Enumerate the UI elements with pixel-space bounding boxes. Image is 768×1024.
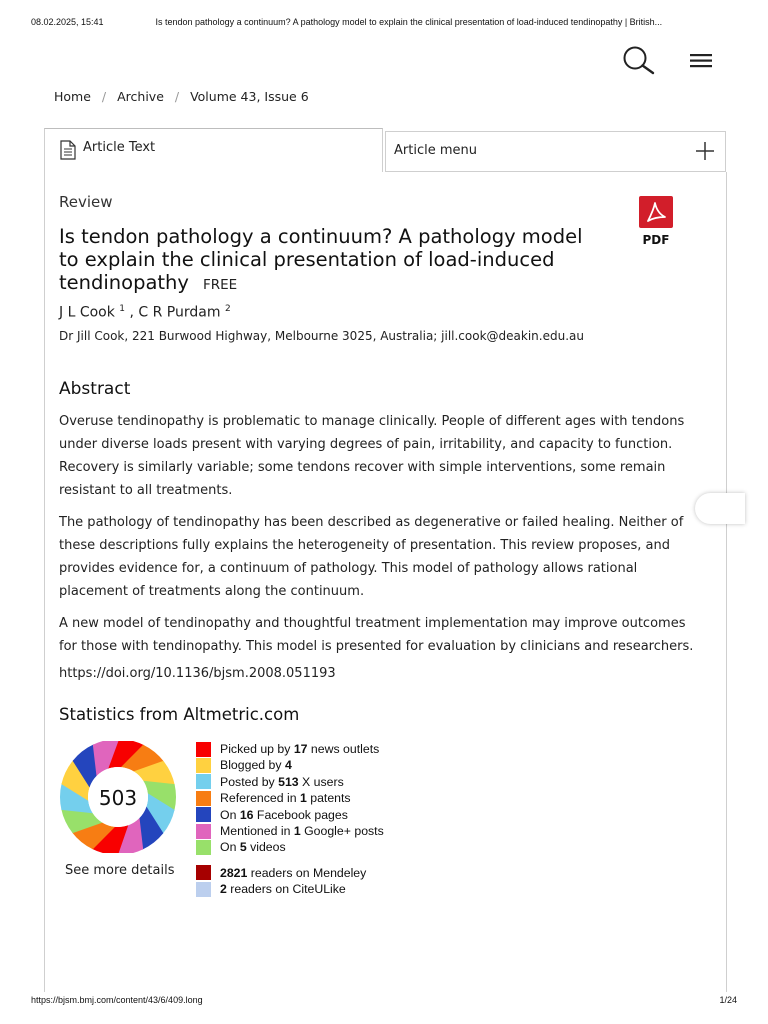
- legend-swatch: [196, 840, 211, 855]
- breadcrumb-issue[interactable]: Volume 43, Issue 6: [190, 89, 309, 104]
- abstract-paragraph: Overuse tendinopathy is problematic to manage clinically. People of different ages with tendons under diverse loads present with varying degrees of pain, irritability, and capacity to function. Recovery is similarly variable; some tendons recover with simple interventions, some remain resistant to all treatments.: [59, 414, 685, 498]
- altmetric-readers: [196, 865, 456, 898]
- legend-text: [220, 757, 292, 773]
- print-page-title: Is tendon pathology a continuum? A pathology model to explain the clinical presentation of load-induced tendinopathy | British...: [155, 17, 663, 27]
- legend-swatch: [196, 758, 211, 773]
- legend-text-suffix: patents: [306, 791, 351, 806]
- legend-count: 513: [278, 774, 299, 789]
- altmetric-reader-row[interactable]: [196, 881, 456, 897]
- breadcrumb-home[interactable]: Home: [54, 89, 91, 104]
- breadcrumb: [54, 89, 309, 104]
- article-title-text: Is tendon pathology a continuum? A pathology model to explain the clinical presentation of load-induced tendinopathy: [59, 225, 583, 294]
- article-title: [59, 225, 604, 297]
- legend-count: 17: [293, 742, 308, 756]
- legend-count: 2821: [220, 865, 248, 880]
- legend-text-prefix: Blogged by: [220, 758, 285, 773]
- abstract-paragraph: The pathology of tendinopathy has been described as degenerative or failed healing. Neither of these descriptions fully explains the heterogeneity of presentation. This review proposes, and provides evidence for, a continuum of pathology. This model of pathology allows rational placement of treatments along the continuum.: [59, 515, 684, 599]
- see-more-details-link[interactable]: See more details: [65, 863, 175, 878]
- legend-swatch: [196, 807, 211, 822]
- legend-count: 1: [293, 823, 301, 838]
- tab-article-text-label: Article Text: [83, 140, 156, 155]
- legend-text: [220, 823, 384, 839]
- legend-text-prefix: Referenced in: [220, 791, 300, 806]
- legend-swatch: [196, 774, 211, 789]
- print-date: 08.02.2025, 15:41: [31, 17, 104, 27]
- legend-text-prefix: On: [220, 840, 240, 855]
- legend-swatch: [196, 865, 211, 880]
- altmetric-donut[interactable]: [59, 741, 177, 853]
- altmetric-heading: Statistics from Altmetric.com: [59, 705, 300, 724]
- print-footer: [31, 995, 737, 1005]
- legend-text-suffix: Google+ posts: [300, 823, 384, 838]
- pdf-download-link[interactable]: [638, 196, 674, 246]
- author-affiliation-ref[interactable]: 1: [119, 304, 126, 314]
- print-page-number: 1/24: [719, 995, 737, 1005]
- altmetric-source-row[interactable]: [196, 823, 456, 839]
- altmetric-source-row[interactable]: [196, 790, 456, 806]
- author-list: [59, 304, 231, 321]
- legend-text: [220, 774, 344, 790]
- breadcrumb-archive[interactable]: Archive: [117, 89, 164, 104]
- legend-count: 5: [239, 840, 247, 855]
- legend-text-prefix: On: [220, 807, 240, 822]
- abstract-paragraph: A new model of tendinopathy and thoughtful treatment implementation may improve outcomes for those with tendinopathy. This model is presented for evaluation by clinicians and researchers.: [59, 616, 694, 654]
- floating-side-tab[interactable]: [695, 493, 745, 524]
- legend-text-suffix: Facebook pages: [253, 807, 348, 822]
- legend-count: 1: [299, 791, 307, 806]
- legend-text: [220, 807, 348, 823]
- altmetric-source-row[interactable]: [196, 774, 456, 790]
- legend-swatch: [196, 742, 211, 757]
- legend-text: [220, 881, 346, 897]
- legend-text: [220, 741, 379, 757]
- legend-text-suffix: videos: [246, 840, 286, 855]
- legend-text-suffix: readers on CiteULike: [226, 882, 346, 897]
- author-link[interactable]: J L Cook: [59, 304, 115, 321]
- hamburger-menu-icon: [686, 50, 716, 74]
- pdf-label: PDF: [642, 233, 670, 247]
- document-icon: [59, 140, 77, 160]
- menu-button[interactable]: [686, 50, 716, 74]
- article-section-type: Review: [59, 193, 113, 211]
- altmetric-items: [196, 741, 456, 856]
- legend-count: 4: [284, 758, 292, 773]
- legend-text-prefix: Picked up by: [220, 742, 294, 756]
- altmetric-score: 503: [98, 786, 138, 810]
- altmetric-source-row[interactable]: [196, 741, 456, 757]
- top-toolbar: [620, 44, 720, 78]
- author-link[interactable]: C R Purdam: [138, 304, 221, 321]
- tab-article-menu-label: Article menu: [394, 143, 477, 158]
- altmetric-source-row[interactable]: [196, 839, 456, 855]
- legend-text-suffix: news outlets: [307, 742, 380, 756]
- pdf-icon: [639, 196, 673, 228]
- plus-icon: [695, 141, 715, 161]
- corresponding-author-affiliation: Dr Jill Cook, 221 Burwood Highway, Melbourne 3025, Australia; jill.cook@deakin.edu.au: [59, 329, 584, 343]
- search-icon: [620, 44, 660, 78]
- legend-text-prefix: Mentioned in: [220, 823, 294, 838]
- doi-link[interactable]: https://doi.org/10.1136/bjsm.2008.051193: [59, 666, 336, 681]
- print-header: [31, 17, 741, 27]
- legend-count: 2: [220, 882, 227, 897]
- legend-count: 16: [239, 807, 254, 822]
- free-badge: FREE: [202, 277, 238, 293]
- legend-text-suffix: X users: [298, 774, 344, 789]
- legend-swatch: [196, 791, 211, 806]
- search-button[interactable]: [620, 44, 660, 78]
- tab-article-menu[interactable]: [385, 131, 726, 172]
- altmetric-source-row[interactable]: [196, 757, 456, 773]
- legend-text-prefix: Posted by: [220, 774, 279, 789]
- print-url: https://bjsm.bmj.com/content/43/6/409.long: [31, 995, 203, 1005]
- breadcrumb-separator: /: [101, 89, 107, 104]
- abstract-body: [59, 410, 704, 667]
- legend-text-suffix: readers on Mendeley: [247, 865, 367, 880]
- legend-text: [220, 790, 351, 806]
- legend-swatch: [196, 882, 211, 897]
- altmetric-legend: [196, 741, 456, 898]
- altmetric-source-row[interactable]: [196, 807, 456, 823]
- breadcrumb-separator: /: [174, 89, 180, 104]
- author-separator: ,: [129, 304, 134, 321]
- abstract-heading: Abstract: [59, 379, 131, 399]
- author-affiliation-ref[interactable]: 2: [224, 304, 231, 314]
- legend-swatch: [196, 824, 211, 839]
- altmetric-reader-row[interactable]: [196, 865, 456, 881]
- legend-text: [220, 865, 366, 881]
- tab-article-text[interactable]: [44, 128, 383, 172]
- legend-text: [220, 839, 286, 855]
